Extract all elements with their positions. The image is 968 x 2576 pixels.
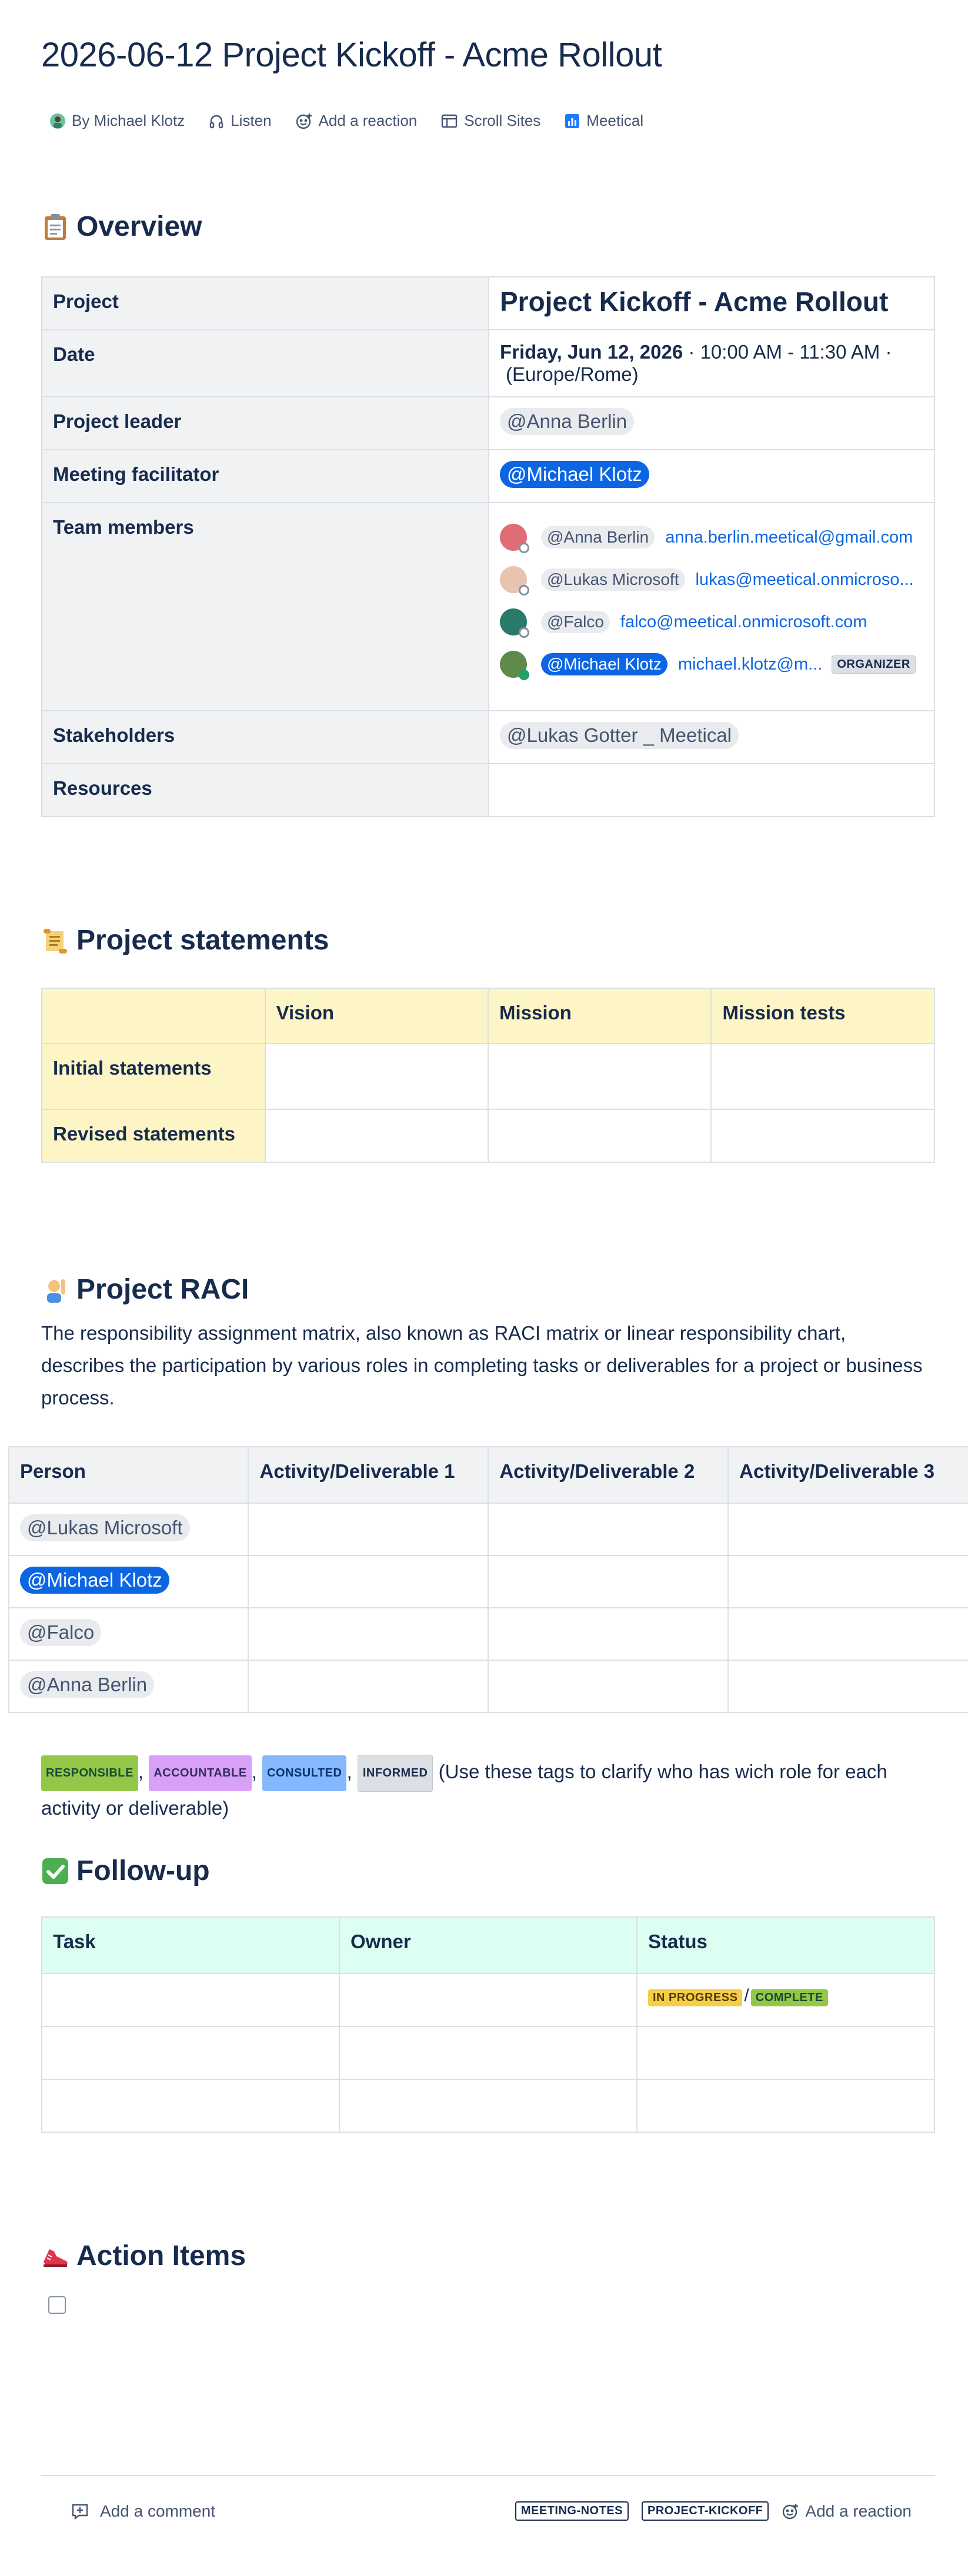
organizer-badge: ORGANIZER xyxy=(832,655,916,674)
table-cell[interactable] xyxy=(339,2079,637,2132)
table-cell[interactable] xyxy=(248,1660,488,1712)
add-reaction-button[interactable] xyxy=(295,112,418,130)
row-header: Revised statements xyxy=(42,1109,265,1162)
team-member-email[interactable]: michael.klotz@m... xyxy=(677,654,823,674)
project-statements-heading: Project statements xyxy=(41,924,329,956)
table-cell[interactable] xyxy=(265,1043,488,1109)
label-meeting-notes[interactable]: MEETING-NOTES xyxy=(515,2501,629,2521)
date-time: · 10:00 AM - 11:30 AM · xyxy=(683,341,892,363)
table-row xyxy=(42,277,934,330)
meeting-facilitator-label: Meeting facilitator xyxy=(42,450,489,503)
listen-label: Listen xyxy=(231,112,272,129)
column-header: Person xyxy=(9,1447,248,1503)
table-row xyxy=(42,764,934,817)
team-member-email[interactable]: anna.berlin.meetical@gmail.com xyxy=(665,527,913,547)
table-cell[interactable] xyxy=(488,1109,711,1162)
project-label: Project xyxy=(42,277,489,330)
table-row xyxy=(9,1608,968,1660)
table-cell[interactable] xyxy=(339,1973,637,2026)
date-value xyxy=(489,330,934,397)
scroll-icon xyxy=(41,926,69,955)
table-cell[interactable] xyxy=(488,1503,728,1555)
column-header: Activity/Deliverable 1 xyxy=(248,1447,488,1503)
team-member xyxy=(500,643,923,685)
label-project-kickoff[interactable]: PROJECT-KICKOFF xyxy=(642,2501,769,2521)
stakeholders-label: Stakeholders xyxy=(42,711,489,764)
footer-right xyxy=(515,2501,912,2521)
table-cell[interactable] xyxy=(248,1555,488,1608)
statements-table xyxy=(41,988,935,1163)
footer-add-reaction-button[interactable] xyxy=(782,2502,912,2521)
table-cell[interactable] xyxy=(488,1043,711,1109)
status-complete: COMPLETE xyxy=(751,1989,828,2006)
overview-table xyxy=(41,276,935,817)
byline xyxy=(49,112,667,130)
date-timezone: (Europe/Rome) xyxy=(506,363,639,385)
table-cell[interactable] xyxy=(42,1973,339,2026)
project-raci-heading: Project RACI xyxy=(41,1273,249,1306)
action-items-heading: Action Items xyxy=(41,2240,246,2272)
meeting-facilitator-value xyxy=(489,450,934,503)
column-header: Vision xyxy=(265,988,488,1043)
team-members-value xyxy=(489,503,934,711)
table-header-row xyxy=(42,1917,934,1973)
column-header: Owner xyxy=(339,1917,637,1973)
table-cell[interactable] xyxy=(728,1555,968,1608)
tag-consulted: CONSULTED xyxy=(262,1755,346,1791)
project-value: Project Kickoff - Acme Rollout xyxy=(489,277,934,330)
table-cell[interactable] xyxy=(488,1555,728,1608)
resources-label: Resources xyxy=(42,764,489,817)
avatar xyxy=(500,524,527,551)
team-members-label: Team members xyxy=(42,503,489,711)
table-row xyxy=(42,711,934,764)
table-cell[interactable] xyxy=(728,1660,968,1712)
team-member xyxy=(500,516,923,558)
add-comment-label: Add a comment xyxy=(100,2501,216,2520)
scroll-sites-label: Scroll Sites xyxy=(464,112,541,129)
page-title: 2026-06-12 Project Kickoff - Acme Rollout xyxy=(41,36,662,74)
table-cell[interactable] xyxy=(488,1608,728,1660)
layout-icon xyxy=(440,112,458,130)
raci-tags-legend: RESPONSIBLE , ACCOUNTABLE , CONSULTED , INFORMED (Use these tags to clarify who has wich role for each activity or deliverable) xyxy=(41,1755,935,1824)
overview-heading: Overview xyxy=(41,210,202,243)
tag-accountable: ACCOUNTABLE xyxy=(149,1755,251,1791)
headphones-icon xyxy=(208,113,225,129)
date-bold: Friday, Jun 12, 2026 xyxy=(500,341,683,363)
footer-add-reaction-label: Add a reaction xyxy=(805,2501,912,2520)
column-header: Mission xyxy=(488,988,711,1043)
column-header xyxy=(42,988,265,1043)
author-byline[interactable] xyxy=(49,112,185,130)
table-row xyxy=(42,397,934,450)
table-row xyxy=(42,1109,934,1162)
mention-michael-klotz[interactable]: @Michael Klotz xyxy=(20,1567,169,1594)
date-label: Date xyxy=(42,330,489,397)
table-cell[interactable] xyxy=(42,2026,339,2079)
column-header: Activity/Deliverable 3 xyxy=(728,1447,968,1503)
meetical-logo-icon xyxy=(564,113,580,129)
table-cell[interactable] xyxy=(42,2079,339,2132)
team-member-email[interactable]: lukas@meetical.onmicroso... xyxy=(695,570,914,589)
table-cell[interactable] xyxy=(637,2079,934,2132)
table-cell[interactable] xyxy=(265,1109,488,1162)
add-comment-icon xyxy=(71,2502,89,2521)
meetical-button[interactable] xyxy=(564,112,643,130)
table-cell[interactable] xyxy=(728,1608,968,1660)
mention-anna-berlin[interactable]: @Anna Berlin xyxy=(20,1671,154,1698)
table-cell[interactable] xyxy=(728,1503,968,1555)
table-cell[interactable] xyxy=(637,2026,934,2079)
footer-divider xyxy=(41,2475,935,2476)
raci-description: The responsibility assignment matrix, also known as RACI matrix or linear responsibility chart, describes the participation by various roles in completing tasks or deliverables for a project or business process. xyxy=(41,1322,923,1409)
table-header-row xyxy=(9,1447,968,1503)
tag-informed: INFORMED xyxy=(358,1755,433,1792)
mention-lukas-gotter[interactable]: @Lukas Gotter _ Meetical xyxy=(500,722,739,749)
stakeholders-value xyxy=(489,711,934,764)
table-cell[interactable] xyxy=(711,1109,934,1162)
column-header: Activity/Deliverable 2 xyxy=(488,1447,728,1503)
person-cell xyxy=(9,1503,248,1555)
team-member-mention[interactable]: @Lukas Microsoft xyxy=(541,568,685,591)
person-cell xyxy=(9,1608,248,1660)
team-member-mention[interactable]: @Anna Berlin xyxy=(541,526,655,548)
author-label: By Michael Klotz xyxy=(72,112,185,129)
project-leader-value xyxy=(489,397,934,450)
mention-anna-berlin[interactable]: @Anna Berlin xyxy=(500,408,634,435)
person-raising-hand-icon xyxy=(41,1276,69,1304)
project-leader-label: Project leader xyxy=(42,397,489,450)
team-member-email[interactable]: falco@meetical.onmicrosoft.com xyxy=(620,612,867,631)
table-cell[interactable] xyxy=(488,1660,728,1712)
avatar xyxy=(500,608,527,635)
mention-lukas-microsoft[interactable]: @Lukas Microsoft xyxy=(20,1514,190,1541)
emoji-add-icon xyxy=(295,112,313,130)
column-header: Mission tests xyxy=(711,988,934,1043)
scroll-sites-button[interactable] xyxy=(440,112,540,130)
clipboard-icon xyxy=(41,213,69,241)
author-avatar-icon xyxy=(49,113,66,129)
table-row xyxy=(42,2026,934,2079)
table-row xyxy=(42,330,934,397)
tag-responsible: RESPONSIBLE xyxy=(41,1755,138,1791)
tags-note: (Use these tags to clarify who has wich role for each activity or deliverable) xyxy=(41,1761,887,1819)
follow-up-table xyxy=(41,1916,935,2133)
table-cell[interactable] xyxy=(711,1043,934,1109)
resources-value[interactable] xyxy=(489,764,934,817)
avatar xyxy=(500,566,527,593)
add-comment-button[interactable] xyxy=(71,2502,215,2521)
add-reaction-label: Add a reaction xyxy=(318,112,418,129)
team-member-mention[interactable]: @Falco xyxy=(541,611,610,633)
mention-falco[interactable]: @Falco xyxy=(20,1619,101,1646)
row-header: Initial statements xyxy=(42,1043,265,1109)
action-item-checkbox[interactable] xyxy=(48,2296,66,2314)
team-member-mention[interactable]: @Michael Klotz xyxy=(541,653,667,675)
check-mark-icon xyxy=(41,1857,69,1885)
table-row xyxy=(42,450,934,503)
table-cell[interactable] xyxy=(339,2026,637,2079)
emoji-add-icon xyxy=(782,2503,799,2520)
status-in-progress: IN PROGRESS xyxy=(648,1989,742,2006)
avatar xyxy=(500,651,527,678)
follow-up-heading: Follow-up xyxy=(41,1855,210,1887)
raci-table xyxy=(8,1446,968,1713)
column-header: Task xyxy=(42,1917,339,1973)
table-row xyxy=(42,1973,934,2026)
table-row xyxy=(9,1503,968,1555)
table-row xyxy=(42,1043,934,1109)
mention-michael-klotz[interactable]: @Michael Klotz xyxy=(500,461,649,488)
person-cell xyxy=(9,1660,248,1712)
table-row xyxy=(42,503,934,711)
meetical-label: Meetical xyxy=(586,112,644,129)
table-cell[interactable] xyxy=(248,1503,488,1555)
team-member xyxy=(500,601,923,643)
table-row xyxy=(9,1555,968,1608)
listen-button[interactable] xyxy=(208,112,271,130)
column-header: Status xyxy=(637,1917,934,1973)
table-header-row xyxy=(42,988,934,1043)
table-row xyxy=(9,1660,968,1712)
page-footer xyxy=(71,2501,912,2521)
team-member xyxy=(500,558,923,601)
running-shoe-icon xyxy=(41,2242,69,2270)
table-row xyxy=(42,2079,934,2132)
table-cell[interactable] xyxy=(248,1608,488,1660)
status-cell[interactable]: IN PROGRESS / COMPLETE xyxy=(637,1973,934,2026)
person-cell xyxy=(9,1555,248,1608)
